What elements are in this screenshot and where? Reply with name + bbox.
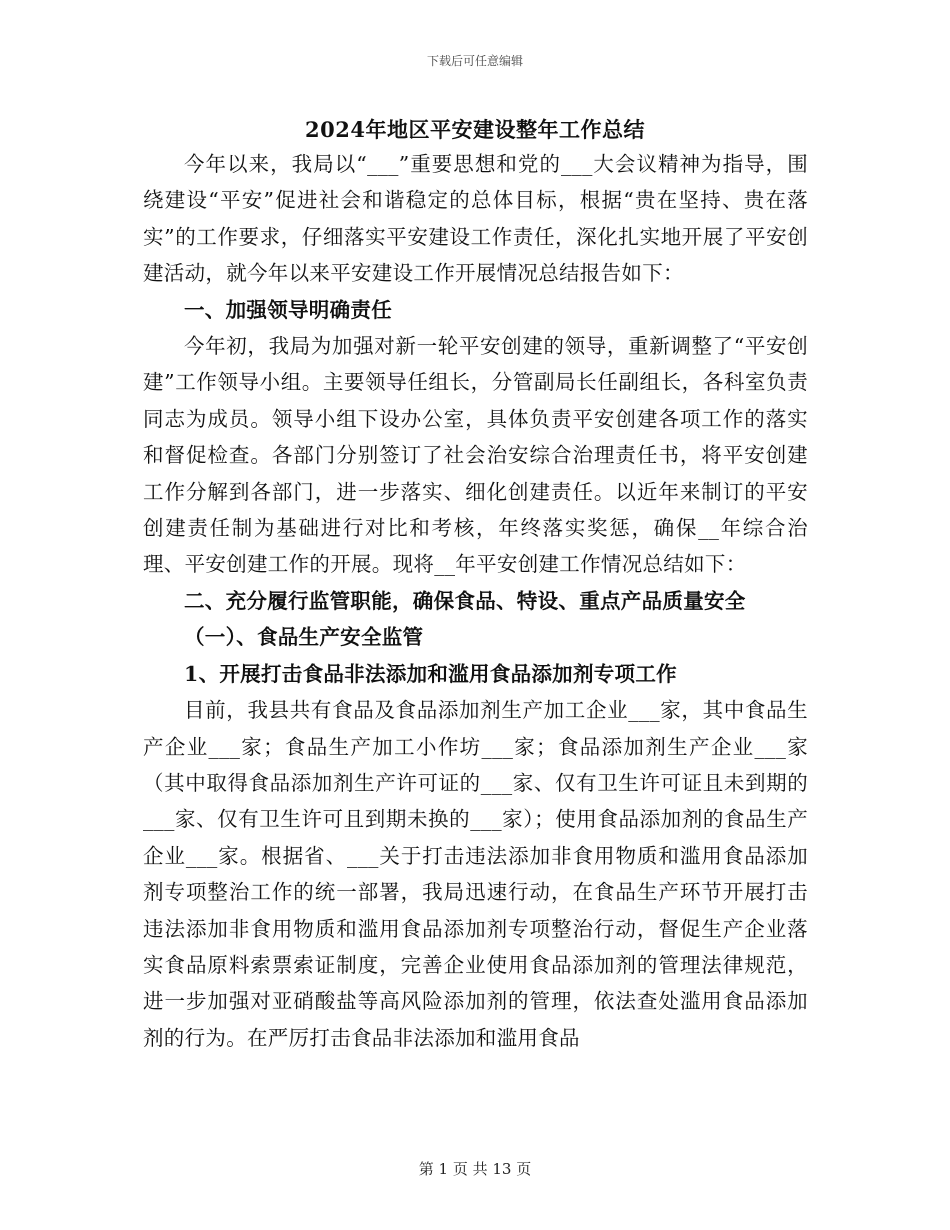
intro-paragraph: 今年以来，我局以“___”重要思想和党的___大会议精神为指导，围绕建设“平安”促进社会和谐稳定的总体目标，根据“贵在坚持、贵在落实”的工作要求，仔细落实平安建设工作责任，深化扎实地开展了平安创建活动，就今年以来平安建设工作开展情况总结报告如下：: [143, 152, 808, 286]
section-heading-2: 二、充分履行监管职能，确保食品、特设、重点产品质量安全: [184, 588, 746, 613]
document-body: [143, 146, 808, 1056]
document-title: 2024年地区平安建设整年工作总结: [305, 117, 645, 142]
section-heading-1: 一、加强领导明确责任: [184, 297, 392, 322]
page-header-note: 下载后可任意编辑: [426, 54, 523, 68]
item-heading-1: 1、开展打击食品非法添加和滥用食品添加剂专项工作: [184, 661, 677, 686]
subsection-heading-1: （一）、食品生产安全监管: [184, 625, 424, 650]
item-1-paragraph: 目前，我县共有食品及食品添加剂生产加工企业___家，其中食品生产企业___家；食品生产加工小作坊___家；食品添加剂生产企业___家（其中取得食品添加剂生产许可证的___家、仅有卫生许可证且未到期的___家、仅有卫生许可且到期未换的___家）；使用食品添加剂的食品生产企业___家。根据省、___关于打击违法添加非食用物质和滥用食品添加剂专项整治工作的统一部署，我局迅速行动，在食品生产环节开展打击违法添加非食用物质和滥用食品添加剂专项整治行动，督促生产企业落实食品原料索票索证制度，完善企业使用食品添加剂的管理法律规范，进一步加强对亚硝酸盐等高风险添加剂的管理，依法查处滥用食品添加剂的行为。在严厉打击食品非法添加和滥用食品: [143, 698, 808, 1050]
section-1-paragraph: 今年初，我局为加强对新一轮平安创建的领导，重新调整了“平安创建”工作领导小组。主要领导任组长，分管副局长任副组长，各科室负责同志为成员。领导小组下设办公室，具体负责平安创建各项工作的落实和督促检查。各部门分别签订了社会治安综合治理责任书，将平安创建工作分解到各部门，进一步落实、细化创建责任。以近年来制订的平安创建责任制为基础进行对比和考核，年终落实奖惩，确保__年综合治理、平安创建工作的开展。现将__年平安创建工作情况总结如下：: [143, 334, 808, 577]
page-number-footer: 第 1 页 共 13 页: [418, 1160, 532, 1178]
